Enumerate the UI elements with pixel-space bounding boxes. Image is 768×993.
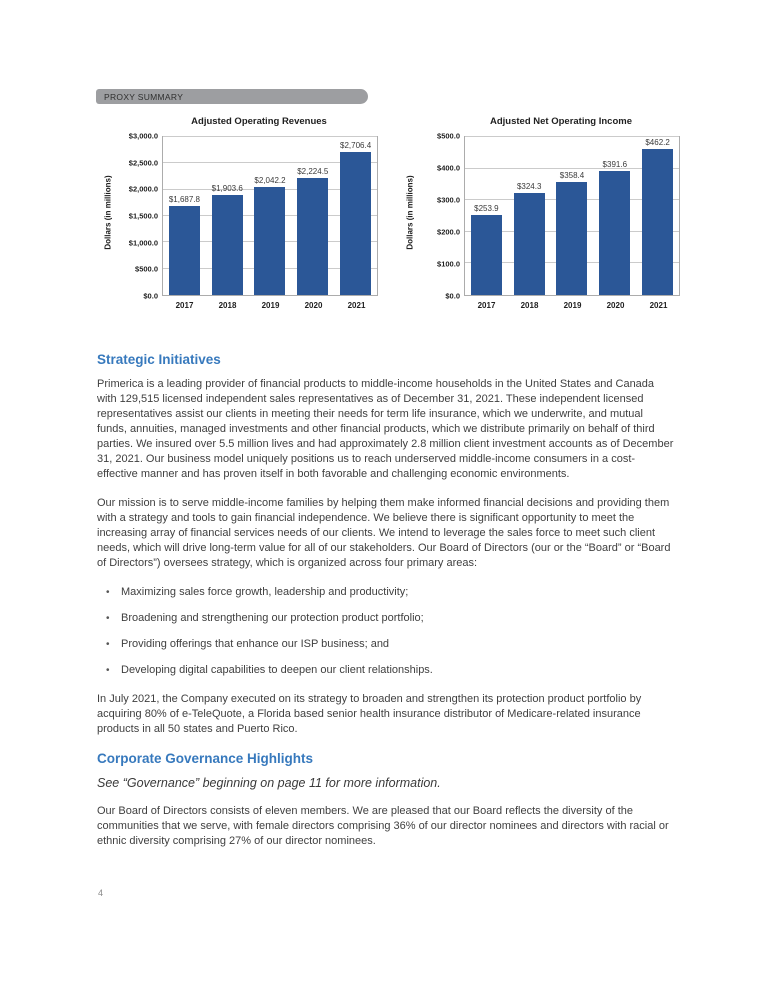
x-axis-labels [465,301,680,310]
bar [340,152,371,295]
y-tick-label: $0.0 [445,291,460,301]
y-axis-ticks [114,131,162,301]
y-tick-label: $0.0 [143,291,158,301]
x-tick-label: 2019 [563,301,582,310]
bar-cell [551,137,594,295]
governance-paragraph: Our Board of Directors consists of eleven members. We are pleased that our Board reflects the diversity of the communities that we serve, with female directors comprising 36% of our director nominees and directors with racial or ethnic diversity comprising 27% of our director nominees. [97,805,669,847]
y-tick-label: $300.0 [437,195,460,205]
chart-title: Adjusted Operating Revenues [191,116,327,127]
x-tick-label: 2020 [304,301,323,310]
strategic-paragraph-3: In July 2021, the Company executed on its strategy to broaden and strengthen its protection product portfolio by acquiring 80% of e-TeleQuote, a Florida based senior health insurance distributor of Medicare-related insurance products in all 50 states and Puerto Rico. [97,693,642,735]
y-tick-label: $100.0 [437,259,460,269]
chart-body [100,131,378,301]
bar-value-label: $358.4 [559,170,585,180]
plot-area [162,136,378,296]
y-tick-label: $400.0 [437,163,460,173]
bar-value-label: $2,706.4 [340,141,372,151]
x-tick-label: 2017 [477,301,496,310]
y-axis-label [402,136,416,296]
x-tick-label: 2020 [606,301,625,310]
bar [471,215,502,295]
bar-cell [465,137,508,295]
corporate-governance-heading: Corporate Governance Highlights [97,751,314,766]
y-tick-label: $200.0 [437,227,460,237]
bar-value-label: $462.2 [645,137,670,147]
governance-reference-note: See “Governance” beginning on page 11 for more information. [97,776,441,790]
bullet-item: • Broadening and strengthening our protection product portfolio; [106,611,674,626]
bars-group [465,137,679,295]
bullet-item: • Developing digital capabilities to deepen our client relationships. [106,663,674,678]
bullet-item: • Maximizing sales force growth, leadership and productivity; [106,585,674,600]
y-tick-label: $2,500.0 [128,158,158,168]
bar [599,171,630,295]
x-tick-label: 2017 [175,301,194,310]
bar [212,195,243,295]
proxy-summary-banner [96,89,368,104]
bar-cell [206,137,249,295]
y-tick-label: $1,000.0 [128,238,158,248]
x-tick-label: 2018 [520,301,539,310]
bars-group [163,137,377,295]
strategic-initiatives-heading: Strategic Initiatives [97,352,221,367]
bar-cell [636,137,679,295]
bar-cell [334,137,377,295]
bar-cell [249,137,292,295]
body-text-column [97,352,674,863]
bar-value-label: $1,687.8 [168,195,200,205]
bar-cell [163,137,206,295]
bar-value-label: $391.6 [602,160,628,170]
bullet-item: • Providing offerings that enhance our ISP business; and [106,637,674,652]
bar-value-label: $253.9 [474,203,499,213]
y-axis-label-text: Dollars (in millions) [103,175,113,250]
x-tick-label: 2021 [649,301,668,310]
bar-value-label: $1,903.6 [211,183,243,193]
y-axis-label-text: Dollars (in millions) [405,175,415,250]
chart-title: Adjusted Net Operating Income [490,116,632,127]
x-axis-labels [163,301,378,310]
bar [254,187,285,295]
page-number: 4 [98,888,104,898]
bar [169,206,200,295]
x-tick-label: 2019 [261,301,280,310]
strategic-paragraph-2: Our mission is to serve middle-income families by helping them make informed financial decisions and providing them with a strategy and tools to gain financial independence. We believe there is significant opportunity to meet the increasing array of financial services needs of our clients. We intend to leverage the sales force to meet such client needs, which will drive long-term value for all of our stakeholders. Our Board of Directors (our or the “Board” or “Board of Directors”) oversees strategy, which is organized across four primary areas: [97,497,671,569]
x-tick-label: 2021 [347,301,366,310]
bar-value-label: $2,224.5 [297,166,329,176]
strategy-bullet-list [106,585,674,678]
strategic-paragraph-1: Primerica is a leading provider of financial products to middle-income households in the United States and Canada with 129,515 licensed independent sales representatives as of December 31, 2021. These independent licensed representatives assist our clients in meeting their needs for term life insurance, which we underwrite, and mutual funds, annuities, managed investments and other financial products, which we distribute primarily on behalf of third parties. We insured over 5.5 million lives and had approximately 2.8 million client investment accounts as of December 31, 2021. Our business model uniquely positions us to reach underserved middle-income consumers in a cost-effective manner and has proven itself in both favorable and challenging economic environments. [97,378,674,480]
y-tick-label: $2,000.0 [128,184,158,194]
y-tick-label: $1,500.0 [128,211,158,221]
bar-value-label: $2,042.2 [254,176,286,186]
x-tick-label: 2018 [218,301,237,310]
chart-adjusted-operating-revenues [100,116,378,310]
y-tick-label: $500.0 [437,131,460,141]
bar [642,149,673,295]
bar [297,178,328,295]
y-axis-label [100,136,114,296]
y-tick-label: $500.0 [135,264,158,274]
y-axis-ticks [416,131,464,301]
plot-area [464,136,680,296]
charts-row [100,116,680,310]
proxy-summary-label: PROXY SUMMARY [104,91,184,102]
bar-cell [508,137,551,295]
bar [514,193,545,295]
bar-cell [593,137,636,295]
y-tick-label: $3,000.0 [128,131,158,141]
chart-adjusted-net-operating-income [402,116,680,310]
bar [556,182,587,295]
bar-cell [291,137,334,295]
chart-body [402,131,680,301]
bar-value-label: $324.3 [516,181,542,191]
